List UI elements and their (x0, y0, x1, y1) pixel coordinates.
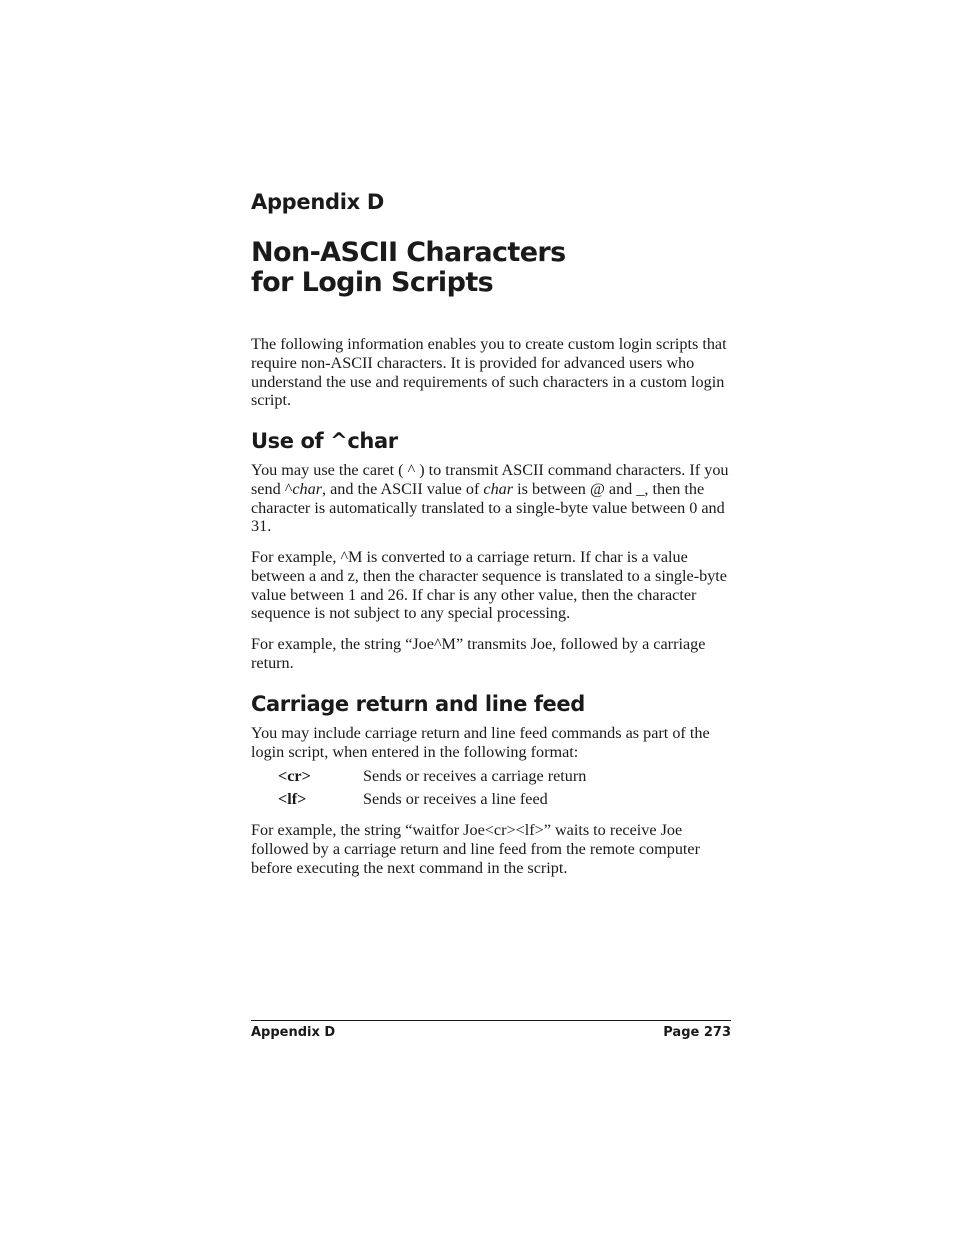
char-paragraph-1-italic-a: char (292, 479, 322, 498)
char-paragraph-1 (251, 461, 731, 536)
crlf-paragraph-1: You may include carriage return and line feed commands as part of the login script, when entered in the following format: (251, 724, 710, 761)
footer-section-label: Appendix D (251, 1025, 336, 1040)
char-paragraph-1-text-a: You may use the caret ( ^ ) to transmit ASCII command characters. If you send ^ (251, 461, 729, 498)
intro-paragraph: The following information enables you to create custom login scripts that require non-ASCII characters. It is provided for advanced users who understand the use and requirements of such characters in a custom login script. (251, 335, 727, 410)
char-paragraph-2: For example, ^M is converted to a carriage return. If char is a value between a and z, then the character sequence is translated to a single-byte value between 1 and 26. If char is any other value, then the character sequence is not subject to any special processing. (251, 548, 727, 623)
char-paragraph-1-text-c: is between @ and _, then the character is automatically translated to a single-byte value between 0 and 31. (251, 479, 725, 536)
appendix-label: Appendix D (251, 190, 385, 214)
page-title-line-2: for Login Scripts (251, 267, 494, 298)
section-heading-crlf: Carriage return and line feed (251, 692, 585, 716)
section-heading-char: Use of ^char (251, 429, 398, 453)
page-title-line-1: Non-ASCII Characters (251, 237, 566, 268)
definition-term: <lf> (278, 790, 307, 808)
page-title (251, 238, 566, 298)
footer-divider (251, 1020, 731, 1021)
char-paragraph-3: For example, the string “Joe^M” transmits Joe, followed by a carriage return. (251, 635, 706, 672)
crlf-paragraph-2: For example, the string “waitfor Joe<cr><lf>” waits to receive Joe followed by a carriage return and line feed from the remote computer before executing the next command in the script. (251, 821, 701, 877)
char-paragraph-1-text-b: , and the ASCII value of (322, 479, 484, 498)
definition-description: Sends or receives a line feed (363, 790, 548, 808)
definition-description: Sends or receives a carriage return (363, 767, 587, 785)
footer-page-number: Page 273 (663, 1025, 731, 1040)
definition-term: <cr> (278, 767, 311, 785)
char-paragraph-1-italic-b: char (483, 479, 514, 498)
